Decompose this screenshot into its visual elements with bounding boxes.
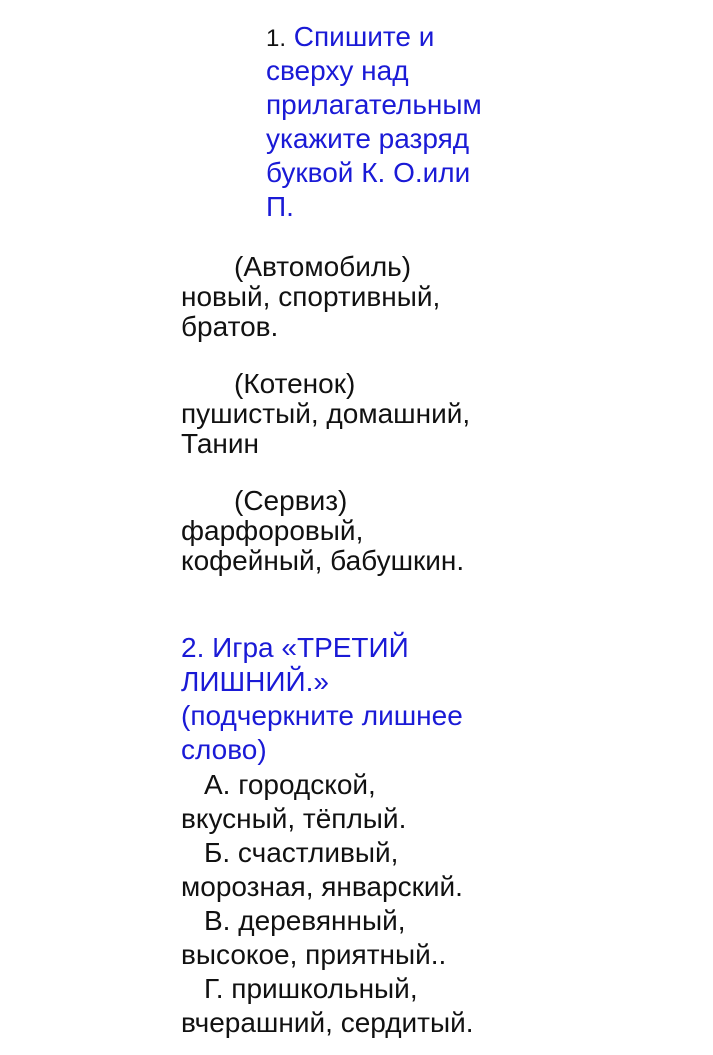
group1-line-1: новый, спортивный, [181,281,441,312]
group2-line-1: пушистый, домашний, [181,398,471,429]
task2-item-a-second: вкусный, тёплый. [181,803,407,834]
task1-title-line-4: укажите разряд [266,123,470,154]
task1-title-line-3: прилагательным [266,89,482,120]
task2-title-line-3: (подчеркните лишнее [181,700,463,731]
task2-item-d-first: Г. пришкольный, [204,973,418,1004]
task2-item-d-second: вчерашний, сердитый. [181,1007,474,1038]
task1-title-line-2: сверху над [266,55,409,86]
task1-title-line-5: буквой К. О.или [266,157,471,188]
task2-title-line-4: слово) [181,734,267,765]
task1-title-line-6: П. [266,191,294,222]
task1-title-text-1: Спишите и [293,21,435,52]
group1-noun: (Автомобиль) [234,251,412,282]
task2-item-b-second: морозная, январский. [181,871,463,902]
group3-line-2: кофейный, бабушкин. [181,545,465,576]
task1-title-line-1 [266,20,434,56]
task1-number: 1. [266,25,287,52]
group2-line-2: Танин [181,428,259,459]
group3-line-1: фарфоровый, [181,515,364,546]
group2-noun: (Котенок) [234,368,356,399]
task2-title-line-2: ЛИШНИЙ.» [181,666,329,697]
task2-item-c-second: высокое, приятный.. [181,939,447,970]
group3-noun: (Сервиз) [234,485,348,516]
task2-item-a-first: А. городской, [204,769,376,800]
task2-title-line-1: 2. Игра «ТРЕТИЙ [181,632,409,663]
task2-item-b-first: Б. счастливый, [204,837,399,868]
group1-line-2: братов. [181,311,279,342]
task2-item-c-first: В. деревянный, [204,905,406,936]
